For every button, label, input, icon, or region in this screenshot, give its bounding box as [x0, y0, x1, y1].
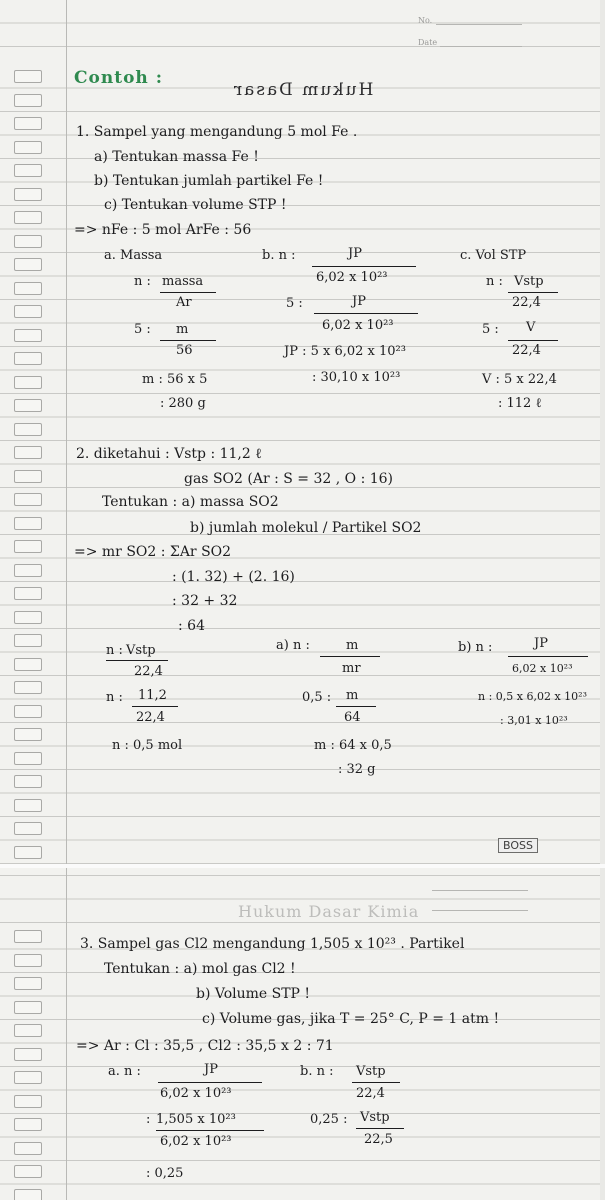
p3-b-den1: 22,4 [356, 1086, 385, 1101]
p1-a-l3: m : 56 x 5 [142, 372, 208, 387]
date-line [440, 46, 522, 47]
fraction-bar [106, 660, 168, 661]
p1-a-num1: massa [162, 274, 204, 289]
p2-mid-l2: 0,5 : [302, 690, 332, 705]
margin-checkbox [14, 1024, 42, 1037]
p1-c-den2: 22,4 [512, 343, 541, 358]
problem-3-part-c: c) Volume gas, jika T = 25° C, P = 1 atm ! [202, 1011, 500, 1027]
margin-checkbox [14, 564, 42, 577]
fraction-bar [314, 313, 418, 314]
p2-mid-den1: mr [342, 661, 361, 676]
p1-b-l2: 5 : [286, 296, 303, 311]
p1-c-l2: 5 : [482, 322, 499, 337]
p2-left-n: n : [106, 643, 123, 658]
p2-left-l2: n : [106, 690, 123, 705]
margin-checkbox [14, 587, 42, 600]
margin-checkbox [14, 728, 42, 741]
p2-mid-num2: m [346, 688, 359, 703]
fraction-bar [158, 1082, 262, 1083]
fraction-bar [160, 292, 216, 293]
margin-checkbox [14, 94, 42, 107]
p1-a-l4: : 280 g [160, 396, 206, 411]
margin-checkbox [14, 329, 42, 342]
p2-mid-num1: m [346, 638, 359, 653]
p3-b-den2: 22,5 [364, 1132, 393, 1147]
p3-b-num1: Vstp [356, 1064, 386, 1079]
p3-a-num2: 1,505 x 10²³ [156, 1112, 236, 1127]
margin-checkbox [14, 446, 42, 459]
p3-a-den2: 6,02 x 10²³ [160, 1134, 232, 1149]
margin-checkbox [14, 611, 42, 624]
margin-checkbox [14, 352, 42, 365]
p2-left-l3: n : 0,5 mol [112, 738, 183, 753]
p3-a-l3: : 0,25 [146, 1166, 184, 1181]
fraction-bar [156, 1130, 264, 1131]
p1-a-n: n : [134, 274, 151, 289]
margin-checkbox [14, 822, 42, 835]
margin-checkbox [14, 775, 42, 788]
margin-checkbox [14, 305, 42, 318]
margin-checkbox [14, 1048, 42, 1061]
p2-mid-l3: m : 64 x 0,5 [314, 738, 392, 753]
problem-3-part-b: b) Volume STP ! [196, 986, 311, 1002]
p1-b-l4: : 30,10 x 10²³ [312, 370, 401, 385]
p3-a-l2: : [146, 1112, 151, 1127]
margin-checkbox [14, 1165, 42, 1178]
p1-c-l4: : 112 ℓ [498, 396, 542, 411]
margin-checkbox [14, 705, 42, 718]
p1-c-head: c. Vol STP [460, 248, 527, 263]
margin-checkbox [14, 235, 42, 248]
date-line [432, 910, 528, 911]
margin-checkbox [14, 211, 42, 224]
margin-checkbox [14, 977, 42, 990]
p3-a-den1: 6,02 x 10²³ [160, 1086, 232, 1101]
margin-checkbox [14, 423, 42, 436]
p2-mid-head: a) n : [276, 638, 310, 653]
margin-checkbox [14, 376, 42, 389]
margin-checkbox [14, 634, 42, 647]
problem-1-part-c: c) Tentukan volume STP ! [104, 197, 287, 213]
fraction-bar [160, 340, 216, 341]
margin-checkbox [14, 470, 42, 483]
p1-a-den2: 56 [176, 343, 193, 358]
fraction-bar [508, 340, 558, 341]
p2-left-num2: 11,2 [138, 688, 167, 703]
no-label: No. [418, 16, 433, 25]
p2-mid-den2: 64 [344, 710, 361, 725]
p3-a-head: a. n : [108, 1064, 141, 1079]
p1-b-den1: 6,02 x 10²³ [316, 270, 388, 285]
fraction-bar [508, 292, 558, 293]
margin-checkbox [14, 681, 42, 694]
problem-2-mr-3: : 32 + 32 [172, 593, 238, 609]
problem-2-ask-b: b) jumlah molekul / Partikel SO2 [190, 520, 422, 536]
p1-a-num2: m [176, 322, 189, 337]
p2-left-num1: Vstp [126, 643, 156, 658]
problem-2-gas: gas SO2 (Ar : S = 32 , O : 16) [184, 471, 394, 487]
p2-right-l2: n : 0,5 x 6,02 x 10²³ [478, 690, 587, 703]
p1-c-l3: V : 5 x 22,4 [482, 372, 557, 387]
p3-a-num1: JP [204, 1062, 218, 1077]
margin-checkbox [14, 493, 42, 506]
p2-right-l3: : 3,01 x 10²³ [500, 714, 568, 727]
problem-1-part-b: b) Tentukan jumlah partikel Fe ! [94, 173, 324, 189]
p1-b-den2: 6,02 x 10²³ [322, 318, 394, 333]
fraction-bar [356, 1128, 404, 1129]
margin-checkbox [14, 164, 42, 177]
p1-c-num2: V [526, 320, 536, 335]
margin-checkbox [14, 1001, 42, 1014]
fraction-bar [336, 706, 376, 707]
page-title: Contoh : [74, 68, 163, 88]
margin-checkbox [14, 258, 42, 271]
p2-right-head: b) n : [458, 640, 493, 655]
p1-a-l2: 5 : [134, 322, 151, 337]
mirrored-heading: Hukum Dasar [232, 80, 374, 100]
no-line [436, 24, 522, 25]
margin-checkbox [14, 540, 42, 553]
problem-3-question: 3. Sampel gas Cl2 mengandung 1,505 x 10²³ . Partikel [80, 936, 465, 952]
problem-2-question: 2. diketahui : Vstp : 11,2 ℓ [76, 446, 262, 462]
problem-1-part-a: a) Tentukan massa Fe ! [94, 149, 259, 165]
p2-right-den1: 6,02 x 10²³ [512, 662, 573, 675]
margin-checkbox [14, 1142, 42, 1155]
margin-checkbox [14, 70, 42, 83]
margin-checkbox [14, 1118, 42, 1131]
p1-c-den1: 22,4 [512, 295, 541, 310]
margin-checkbox [14, 1095, 42, 1108]
p1-b-num2: JP [352, 294, 366, 309]
margin-checkbox [14, 752, 42, 765]
p2-mid-l4: : 32 g [338, 762, 376, 777]
fraction-bar [508, 656, 588, 657]
margin-checkbox [14, 517, 42, 530]
margin-checkbox [14, 117, 42, 130]
p1-a-head: a. Massa [104, 248, 163, 263]
problem-1-given: => nFe : 5 mol ArFe : 56 [74, 222, 252, 238]
notebook-brand-logo: BOSS [498, 838, 538, 853]
p2-left-den2: 22,4 [136, 710, 165, 725]
problem-3-given: => Ar : Cl : 35,5 , Cl2 : 35,5 x 2 : 71 [76, 1038, 334, 1054]
p3-b-l2: 0,25 : [310, 1112, 348, 1127]
margin-checkbox [14, 930, 42, 943]
date-label: Date [418, 38, 438, 47]
fraction-bar [132, 706, 178, 707]
problem-2-mr-2: : (1. 32) + (2. 16) [172, 569, 295, 585]
margin-checkbox [14, 846, 42, 859]
margin-checkbox [14, 1189, 42, 1200]
margin-checkbox [14, 188, 42, 201]
p2-left-den1: 22,4 [134, 664, 163, 679]
margin-checkbox [14, 399, 42, 412]
margin-line [66, 868, 67, 1200]
problem-2-mr-4: : 64 [178, 618, 205, 634]
problem-2-ask-a: Tentukan : a) massa SO2 [102, 494, 279, 510]
p1-a-den1: Ar [176, 295, 192, 310]
notebook-page-2 [0, 868, 600, 1200]
fraction-bar [352, 1082, 400, 1083]
margin-checkbox [14, 799, 42, 812]
problem-3-part-a: Tentukan : a) mol gas Cl2 ! [104, 961, 296, 977]
margin-checkbox [14, 282, 42, 295]
p1-c-n: n : [486, 274, 503, 289]
p2-right-num1: JP [534, 636, 548, 651]
no-line [432, 890, 528, 891]
problem-2-mr-1: => mr SO2 : ΣAr SO2 [74, 544, 232, 560]
p1-b-num1: JP [348, 246, 362, 261]
p1-b-l3: JP : 5 x 6,02 x 10²³ [284, 344, 406, 359]
p1-b-head: b. n : [262, 248, 296, 263]
p3-b-head: b. n : [300, 1064, 334, 1079]
margin-checkbox [14, 658, 42, 671]
fraction-bar [320, 656, 380, 657]
margin-line [66, 0, 67, 864]
fraction-bar [312, 266, 416, 267]
p1-c-num1: Vstp [514, 274, 544, 289]
p3-b-num2: Vstp [360, 1110, 390, 1125]
margin-checkbox [14, 141, 42, 154]
bleed-through-heading: Hukum Dasar Kimia [238, 902, 420, 921]
problem-1-question: 1. Sampel yang mengandung 5 mol Fe . [76, 124, 358, 140]
margin-checkbox [14, 954, 42, 967]
margin-checkbox [14, 1071, 42, 1084]
